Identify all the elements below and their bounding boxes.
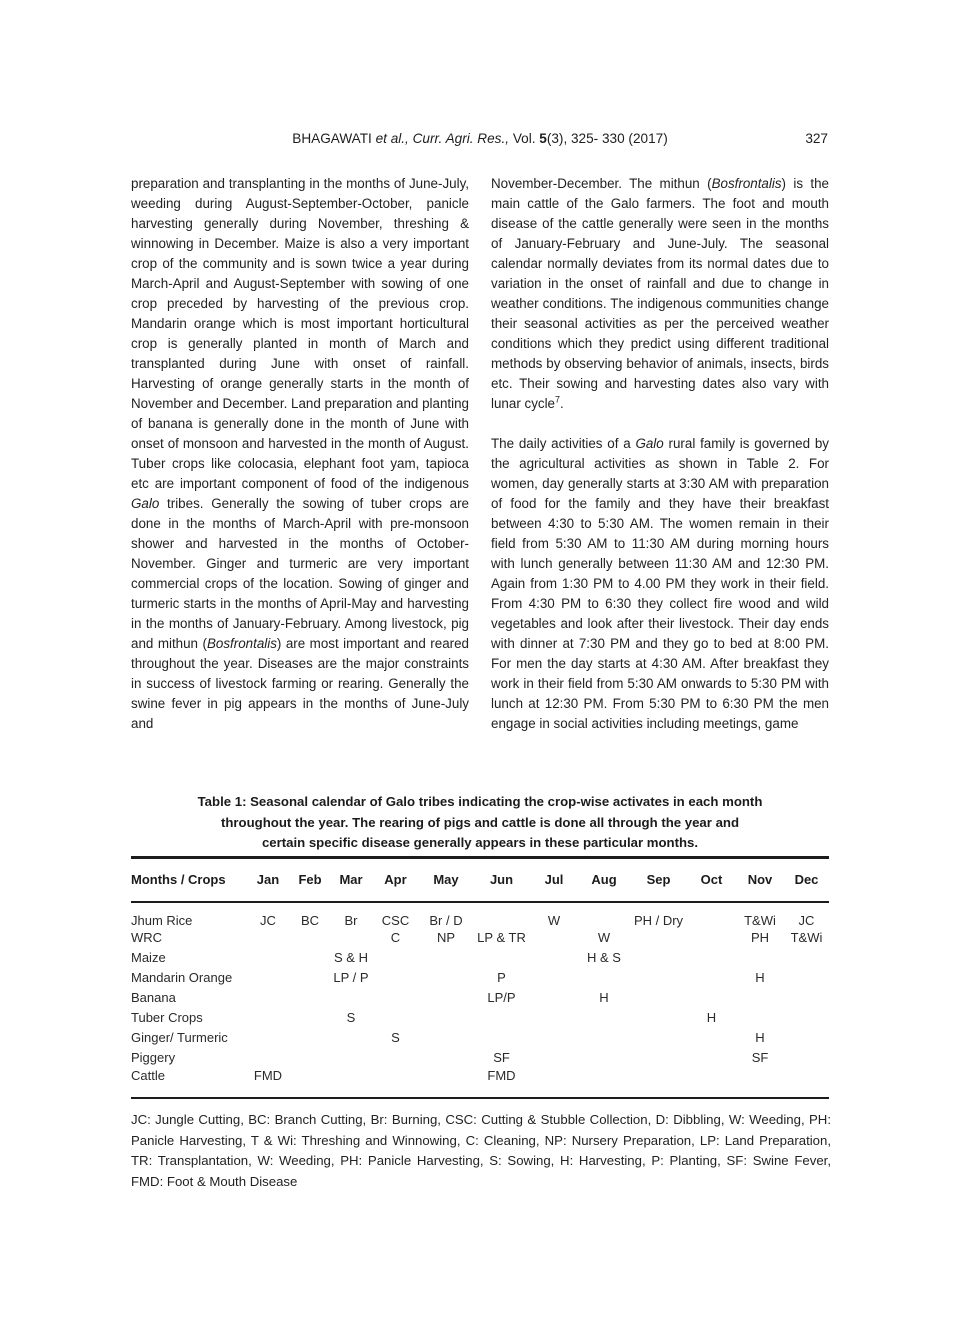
column-header-month: Feb [290,858,330,902]
activity-cell [473,1008,530,1028]
column-header-month: May [419,858,473,902]
activity-cell [330,1068,372,1098]
species-name: Galo [635,436,664,451]
crop-name: Mandarin Orange [131,970,233,985]
activity-cell [784,1008,829,1028]
body-text: ) are most important and reared throughout the year. Diseases are the major constraints in success of livestock farming or rearing. Generally the swine fever in pig appears in the months of June-July and [131,636,469,731]
table-row [131,928,829,948]
activity-cell [630,968,687,988]
activity-cell [372,1008,419,1028]
activity-cell: JC [260,912,276,928]
activity-cell [687,928,736,948]
activity-cell [290,928,330,948]
activity-cell [530,968,578,988]
citation-journal: et al., Curr. Agri. Res., [375,131,513,146]
activity-cell: H [755,970,765,985]
activity-cell: LP/P [487,990,516,1005]
activity-cell [687,1068,736,1098]
activity-cell: H [706,1010,717,1025]
activity-cell [687,902,736,928]
activity-cell [530,1028,578,1048]
activity-cell [630,1028,687,1048]
table1-caption-line1: Table 1: Seasonal calendar of Galo tribes indicating the crop-wise activates in each month [197,794,763,809]
activity-cell [246,1048,290,1068]
table1-footnote: JC: Jungle Cutting, BC: Branch Cutting, Br: Burning, CSC: Cutting & Stubble Collection, D: Dibbling, W: Weeding, PH: Panicle Harvesting, T & Wi: Threshing and Winnowing, C: Cleaning, NP: Nursery Preparation, LP: Land Preparation, TR: Transplantation, W: Weeding, PH: Panicle Harvesting, S: Sowing, H: Harvesting, P: Planting, SF: Swine Fever, FMD: Foot & Mouth Disease [131,1112,831,1189]
column-header-month: Jun [473,858,530,902]
activity-cell: W [547,912,561,928]
activity-cell [530,988,578,1008]
table1-wrap [131,856,829,1099]
activity-cell [578,902,630,928]
activity-cell [246,928,290,948]
citation-vol-number: 5 [539,131,547,146]
table1-caption-line2: throughout the year. The rearing of pigs and cattle is done all through the year and [220,814,740,830]
activity-cell [372,968,419,988]
activity-cell [784,988,829,1008]
activity-cell: Br [344,912,358,928]
activity-cell [290,1068,330,1098]
body-text: rural family is governed by the agricultural activities as shown in Table 2. For women, day generally starts at 3:30 AM with preparation of food for the family and they have their breakfast between 4:30 to 5:30 AM. The women remain in their field from 5:30 AM to 11:30 AM during morning hours with lunch generally between 11:30 AM and 12:30 PM. Again from 1:30 PM to 4.00 PM they work in their field. From 4:30 PM to 6:30 they collect fire wood and wild vegetables and look after their livestock. Their day ends with dinner at 7:30 PM and they go to bed at 8:00 PM. For men the day starts at 4:30 AM. After breakfast they work in their field from 5:30 AM onwards to 5:30 PM with lunch at 12:30 PM. From 5:30 PM to 6:30 PM the men engage in social activities including meetings, game [491,436,829,731]
left-column-paragraph [131,174,469,734]
species-name: Galo [131,496,160,511]
activity-cell: PH [750,930,770,945]
activity-cell [419,988,473,1008]
activity-cell: PH / Dry [633,912,684,928]
activity-cell [246,1028,290,1048]
activity-cell [630,1048,687,1068]
column-header-month: Mar [330,858,372,902]
activity-cell [784,1048,829,1068]
body-text: preparation and transplanting in the months of June-July, weeding during August-September-October, panicle harvesting generally during November, threshing & winnowing in December. Maize is also a very important crop of the community and is sown twice a year during March-April and August-September with sowing of one crop preceded by harvesting of the previous crop. Mandarin orange which is most important horticultural crop is generally planted in month of March and transplanted during June with onset of rainfall. Harvesting of orange generally starts in the month of November and December. Land preparation and planting of banana is generally done in the month of June with onset of monsoon and harvested in the month of August. Tuber crops like colocasia, elephant foot yam, tapioca etc are important component of food of the indigenous [131,176,469,491]
column-header-month: Aug [578,858,630,902]
activity-cell [330,1048,372,1068]
activity-cell: S & H [334,950,368,965]
activity-cell [290,1028,330,1048]
activity-cell [372,988,419,1008]
activity-cell: SF [751,1050,769,1065]
table1-header-row [131,858,829,902]
body-text: The daily activities of a [491,436,636,451]
body-text: ) is the main cattle of the Galo farmers. The foot and mouth disease of the cattle generally were seen in the months of January-February and June-July. The seasonal calendar normally deviates from its normal dates due to variation in the onset of rainfall and due to change in weather conditions. The indigenous communities change their seasonal activities as per the perceived weather conditions which they predict using different traditional methods by observing behavior of animals, insects, birds etc. Their sowing and harvesting dates also vary with lunar cycle [491,176,830,411]
activity-cell: P [497,970,506,985]
activity-cell [372,948,419,968]
column-header-month: Nov [736,858,784,902]
crop-name: Maize [131,950,166,965]
activity-cell [687,968,736,988]
activity-cell: H [599,990,609,1005]
table1-body [131,902,829,1098]
table-row [131,1028,829,1048]
column-header-month: Apr [372,858,419,902]
crop-name: Banana [131,990,176,1005]
activity-cell [736,988,784,1008]
activity-cell: FMD [253,1067,283,1083]
activity-cell [630,988,687,1008]
table-row [131,1048,829,1068]
table-row [131,968,829,988]
activity-cell: S [346,1010,356,1025]
activity-cell: T&Wi [744,912,776,928]
body-text: November-December. The mithun ( [491,176,712,191]
citation-authors: BHAGAWATI [292,131,376,146]
activity-cell [419,968,473,988]
activity-cell: CSC [381,912,410,928]
activity-cell [578,968,630,988]
activity-cell [630,1068,687,1098]
crop-name: WRC [131,930,163,945]
activity-cell [530,1068,578,1098]
right-column-paragraph-1 [491,174,829,414]
right-column [491,174,829,734]
activity-cell [630,1008,687,1028]
activity-cell [330,928,372,948]
table1-caption-line3: certain specific disease generally appears in these particular months. [261,835,699,850]
activity-cell [630,928,687,948]
activity-cell: NP [436,930,456,945]
activity-cell [246,988,290,1008]
activity-cell [736,948,784,968]
table-row [131,988,829,1008]
page-number: 327 [805,131,828,146]
activity-cell: JC [798,912,815,928]
body-columns [131,174,829,734]
activity-cell: C [390,930,401,945]
activity-cell [530,1008,578,1028]
activity-cell [290,948,330,968]
activity-cell [372,1048,419,1068]
activity-cell [290,988,330,1008]
column-header-month: Jan [246,858,290,902]
activity-cell [419,1048,473,1068]
activity-cell [784,1068,829,1098]
activity-cell [473,902,530,928]
activity-cell [246,968,290,988]
crop-name: Tuber Crops [131,1010,203,1025]
crop-name: Jhum Rice [131,912,193,928]
species-name: Bosfrontalis [206,636,277,651]
right-column-paragraph-2 [491,434,829,734]
activity-cell: H [755,1030,765,1045]
column-header-month: Oct [687,858,736,902]
activity-cell: W [597,930,611,945]
column-header-month: Sep [630,858,687,902]
activity-cell: SF [493,1050,510,1065]
activity-cell [630,948,687,968]
activity-cell [736,1008,784,1028]
activity-cell: T&Wi [790,930,823,945]
activity-cell: S [391,1030,400,1045]
running-head [131,131,829,151]
activity-cell [784,948,829,968]
activity-cell: Br / D [429,912,463,928]
crop-name: Piggery [131,1050,176,1065]
activity-cell [578,1008,630,1028]
citation-issue-pages: (3), 325- 330 (2017) [546,131,668,146]
activity-cell [419,1068,473,1098]
activity-cell: H & S [587,950,621,965]
activity-cell [530,948,578,968]
activity-cell [578,1048,630,1068]
activity-cell [687,988,736,1008]
activity-cell: FMD [487,1067,516,1083]
species-name: Bosfrontalis [711,176,782,191]
activity-cell [290,1008,330,1028]
left-column [131,174,469,734]
activity-cell [687,1028,736,1048]
crop-name: Cattle [131,1067,165,1083]
table-row [131,948,829,968]
reference-superscript: 7 [555,394,561,405]
table1-caption [131,792,829,854]
activity-cell [246,1008,290,1028]
citation-vol-label: Vol. [512,131,540,146]
activity-cell [419,1028,473,1048]
activity-cell [372,1068,419,1098]
body-text: tribes. Generally the sowing of tuber crops are done in the months of March-April with pre-monsoon shower and harvested in the months of October-November. Ginger and turmeric are very important commercial crops of the location. Sowing of ginger and turmeric starts in the months of April-May and harvesting in the months of January-February. Among livestock, pig and mithun ( [131,496,469,651]
activity-cell [290,1048,330,1068]
activity-cell: BC [300,912,320,928]
activity-cell [736,1068,784,1098]
activity-cell [687,1048,736,1068]
activity-cell [473,948,530,968]
column-header-month: Jul [530,858,578,902]
column-header-month: Dec [784,858,829,902]
activity-cell [687,948,736,968]
crop-name: Ginger/ Turmeric [131,1030,228,1045]
activity-cell [246,948,290,968]
column-header-crops: Months / Crops [131,858,246,902]
activity-cell [473,1028,530,1048]
activity-cell [784,1028,829,1048]
activity-cell [530,1048,578,1068]
table-row [131,902,829,928]
activity-cell [290,968,330,988]
activity-cell [419,1008,473,1028]
activity-cell: LP & TR [477,930,526,945]
activity-cell: LP / P [333,970,369,985]
table-row [131,1068,829,1098]
activity-cell [784,968,829,988]
activity-cell [330,1028,372,1048]
activity-cell [578,1028,630,1048]
body-text: . [560,396,564,411]
seasonal-calendar-table [131,856,829,1099]
activity-cell [419,948,473,968]
activity-cell [578,1068,630,1098]
table-row [131,1008,829,1028]
activity-cell [330,988,372,1008]
activity-cell [530,928,578,948]
